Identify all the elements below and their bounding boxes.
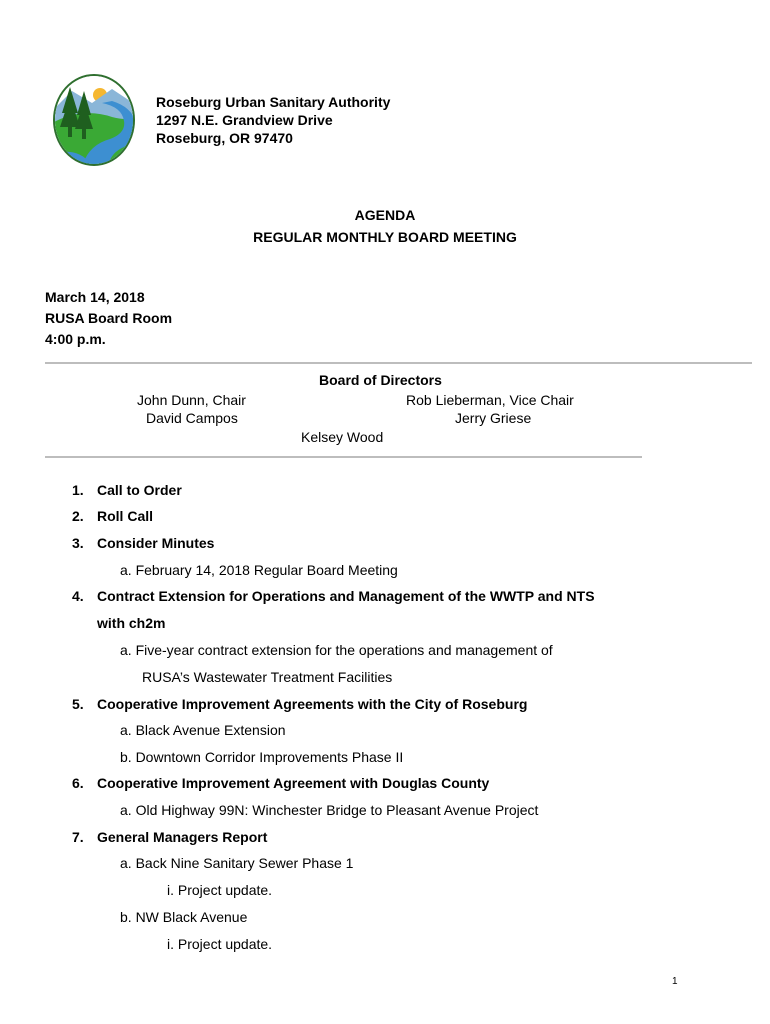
agenda-item: 1. Call to Order bbox=[72, 482, 182, 498]
agenda-subitem: a. Back Nine Sanitary Sewer Phase 1 bbox=[120, 855, 354, 871]
meeting-type-title: REGULAR MONTHLY BOARD MEETING bbox=[253, 229, 517, 245]
org-name: Roseburg Urban Sanitary Authority bbox=[156, 94, 391, 110]
agenda-item: 4. Contract Extension for Operations and Management of the WWTP and NTS bbox=[72, 588, 595, 604]
rusa-logo bbox=[52, 73, 136, 167]
agenda-subitem: a. Old Highway 99N: Winchester Bridge to Pleasant Avenue Project bbox=[120, 802, 539, 818]
divider-top bbox=[45, 362, 752, 364]
board-heading: Board of Directors bbox=[319, 372, 442, 388]
board-member: David Campos bbox=[146, 410, 238, 426]
agenda-item: 5. Cooperative Improvement Agreements with the City of Roseburg bbox=[72, 696, 528, 712]
address-line2: Roseburg, OR 97470 bbox=[156, 130, 293, 146]
divider-bottom bbox=[45, 456, 642, 458]
agenda-item: 3. Consider Minutes bbox=[72, 535, 215, 551]
agenda-subitem: b. NW Black Avenue bbox=[120, 909, 248, 925]
page-number: 1 bbox=[672, 976, 678, 987]
address-line1: 1297 N.E. Grandview Drive bbox=[156, 112, 333, 128]
meeting-date: March 14, 2018 bbox=[45, 289, 145, 305]
agenda-subitem: a. February 14, 2018 Regular Board Meeting bbox=[120, 562, 398, 578]
board-member: Jerry Griese bbox=[455, 410, 532, 426]
meeting-location: RUSA Board Room bbox=[45, 310, 173, 326]
agenda-subsubitem: i. Project update. bbox=[167, 936, 273, 952]
agenda-subitem: b. Downtown Corridor Improvements Phase II bbox=[120, 749, 404, 765]
agenda-item: 2. Roll Call bbox=[72, 508, 154, 524]
meeting-time: 4:00 p.m. bbox=[45, 331, 106, 347]
board-member: John Dunn, Chair bbox=[137, 392, 246, 408]
board-member: Kelsey Wood bbox=[301, 429, 384, 445]
agenda-subitem: a. Black Avenue Extension bbox=[120, 722, 286, 738]
agenda-item: 7. General Managers Report bbox=[72, 829, 268, 845]
agenda-subsubitem: i. Project update. bbox=[167, 882, 273, 898]
agenda-title: AGENDA bbox=[354, 207, 416, 223]
agenda-subitem: a. Five-year contract extension for the operations and management of bbox=[120, 642, 553, 658]
agenda-subitem-continuation: RUSA’s Wastewater Treatment Facilities bbox=[142, 669, 393, 685]
board-member: Rob Lieberman, Vice Chair bbox=[406, 392, 574, 408]
agenda-item: 6. Cooperative Improvement Agreement with Douglas County bbox=[72, 775, 490, 791]
agenda-item-continuation: with ch2m bbox=[97, 615, 166, 631]
